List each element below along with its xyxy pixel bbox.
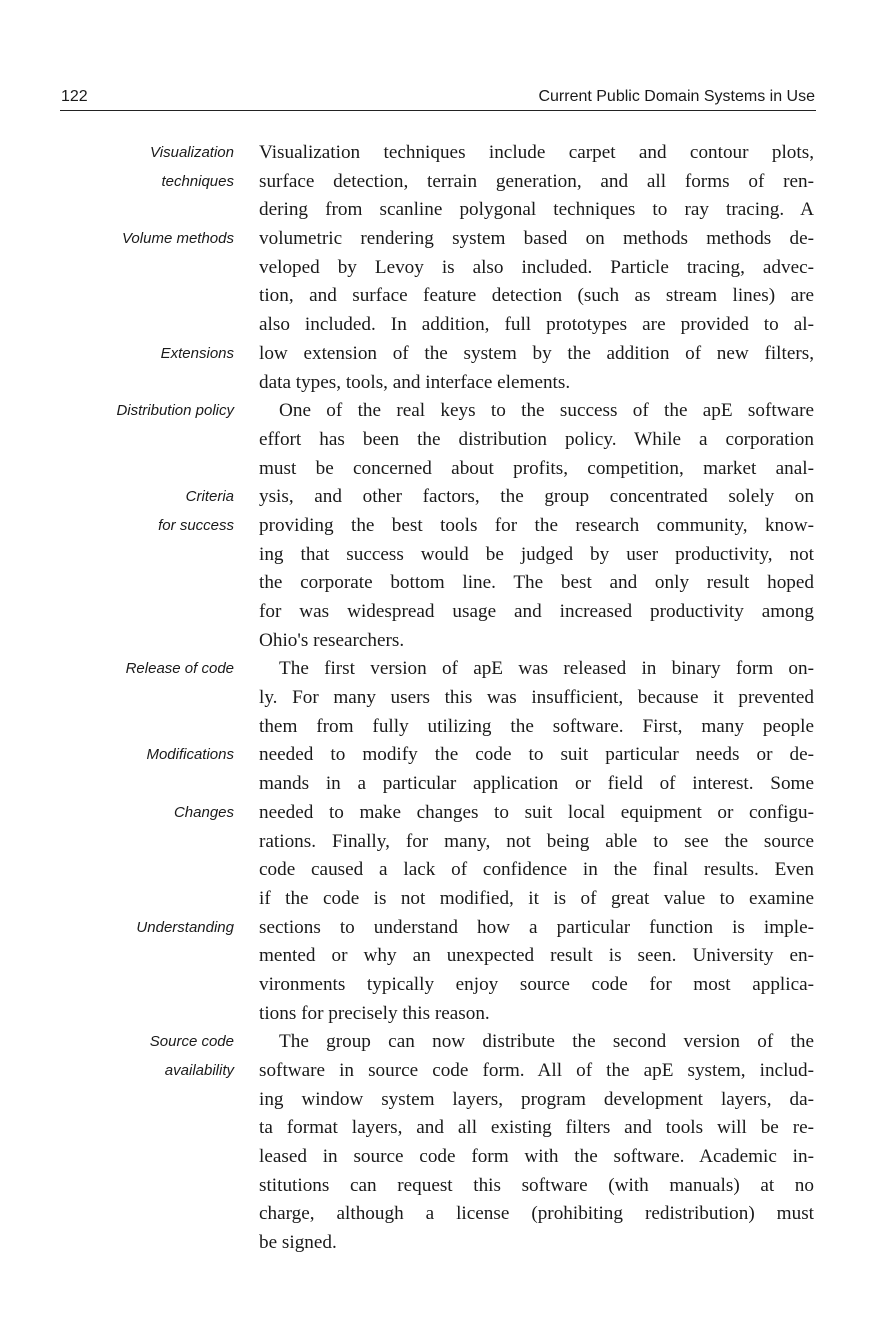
text-line (0, 1057, 879, 1086)
body-text: effort has been the distribution policy. While a corporation (259, 428, 814, 450)
text-line (0, 139, 879, 168)
text-line (0, 541, 879, 570)
body-text: veloped by Levoy is also included. Particle tracing, advec- (259, 256, 814, 278)
margin-note: techniques (161, 172, 234, 190)
body-text: charge, although a license (prohibiting redistribution) must (259, 1203, 814, 1225)
body-text: stitutions can request this software (with manuals) at no (259, 1174, 814, 1196)
body-text: One of the real keys to the success of the apE software (279, 400, 814, 422)
body-text: for was widespread usage and increased productivity among (259, 601, 814, 622)
margin-note: Distribution policy (116, 402, 234, 420)
body-text: tions for precisely this reason. (259, 1002, 490, 1024)
text-line (0, 1229, 879, 1258)
text-line (0, 311, 879, 340)
text-line (0, 1143, 879, 1172)
text-line (0, 1000, 879, 1029)
body-text: volumetric rendering system based on methods methods de- (259, 228, 814, 250)
body-text: low extension of the system by the addition of new filters, (259, 342, 814, 364)
text-line (0, 569, 879, 598)
text-line (0, 1028, 879, 1057)
margin-note: availability (164, 1062, 234, 1079)
margin-note: Volume methods (121, 230, 234, 248)
body-text: vironments typically enjoy source code for most applica- (259, 973, 814, 995)
body-text: The first version of apE was released in binary form on- (279, 658, 814, 680)
body-text: ly. For many users this was insufficient, because it prevented (259, 687, 814, 709)
margin-note: Changes (173, 803, 234, 821)
text-line (0, 770, 879, 799)
body-text: ing window system layers, program development layers, da- (259, 1088, 814, 1110)
margin-note: Release of code (125, 660, 234, 678)
page-body (0, 139, 879, 1258)
text-line (0, 1172, 879, 1201)
margin-note: Extensions (160, 344, 234, 362)
body-text: data types, tools, and interface elements. (259, 371, 571, 393)
text-line (0, 942, 879, 971)
text-line (0, 713, 879, 742)
text-line (0, 225, 879, 254)
text-line (0, 483, 879, 512)
body-text: needed to make changes to suit local equipment or configu- (259, 801, 814, 823)
body-text: tion, and surface feature detection (such as stream lines) are (259, 285, 814, 307)
page-number: 122 (61, 88, 88, 105)
body-text: ta format layers, and all existing filters and tools will be re- (259, 1117, 814, 1139)
body-text: needed to modify the code to suit particular needs or de- (259, 744, 814, 766)
body-text: them from fully utilizing the software. First, many people (259, 715, 814, 737)
running-header (61, 86, 815, 110)
text-line (0, 426, 879, 455)
text-line (0, 1114, 879, 1143)
text-line (0, 1200, 879, 1229)
text-line (0, 196, 879, 225)
margin-note: Modifications (146, 746, 234, 764)
margin-note: Understanding (136, 918, 234, 936)
margin-note: for success (158, 516, 234, 534)
text-line (0, 627, 879, 656)
body-text: surface detection, terrain generation, and all forms of ren- (259, 170, 814, 192)
text-line (0, 799, 879, 828)
body-text: Visualization techniques include carpet and contour plots, (259, 142, 814, 163)
body-text: code caused a lack of confidence in the final results. Even (259, 859, 814, 881)
body-text: mands in a particular application or field of interest. Some (259, 773, 814, 795)
text-line (0, 254, 879, 283)
text-line (0, 168, 879, 197)
body-text: providing the best tools for the research community, know- (259, 514, 814, 536)
body-text: The group can now distribute the second version of the (279, 1031, 814, 1053)
body-text: mented or why an unexpected result is seen. University en- (259, 945, 814, 967)
text-line (0, 512, 879, 541)
header-rule (60, 110, 816, 111)
margin-note: Visualization (150, 144, 234, 161)
body-text: if the code is not modified, it is of great value to examine (259, 887, 814, 909)
text-line (0, 885, 879, 914)
body-text: ysis, and other factors, the group concentrated solely on (259, 486, 814, 508)
text-line (0, 856, 879, 885)
running-title: Current Public Domain Systems in Use (538, 88, 815, 105)
text-line (0, 455, 879, 484)
text-line (0, 828, 879, 857)
text-line (0, 340, 879, 369)
body-text: software in source code form. All of the apE system, includ- (259, 1060, 814, 1081)
text-line (0, 1086, 879, 1115)
body-text: rations. Finally, for many, not being able to see the source (259, 830, 814, 852)
body-text: must be concerned about profits, competition, market anal- (259, 457, 814, 479)
text-line (0, 282, 879, 311)
body-text: the corporate bottom line. The best and only result hoped (259, 572, 814, 594)
body-text: be signed. (259, 1232, 337, 1254)
text-line (0, 971, 879, 1000)
text-line (0, 655, 879, 684)
margin-note: Source code (149, 1033, 234, 1051)
text-line (0, 684, 879, 713)
text-line (0, 397, 879, 426)
text-line (0, 598, 879, 627)
text-line (0, 741, 879, 770)
text-line (0, 914, 879, 943)
body-text: leased in source code form with the software. Academic in- (259, 1146, 814, 1168)
body-text: Ohio's researchers. (259, 629, 405, 651)
body-text: dering from scanline polygonal techniques to ray tracing. A (259, 199, 814, 221)
body-text: also included. In addition, full prototypes are provided to al- (259, 314, 814, 336)
margin-note: Criteria (185, 488, 234, 506)
text-line (0, 369, 879, 398)
body-text: sections to understand how a particular function is imple- (259, 916, 814, 938)
body-text: ing that success would be judged by user productivity, not (259, 543, 814, 565)
